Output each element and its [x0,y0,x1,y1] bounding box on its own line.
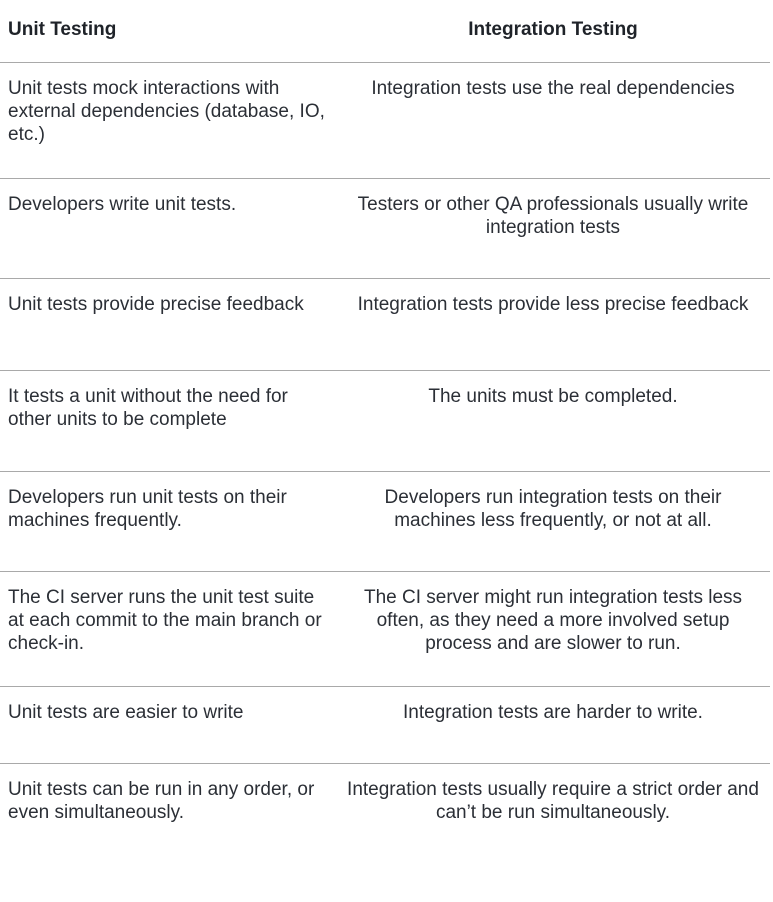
unit-testing-cell: Unit tests provide precise feedback [0,278,336,370]
unit-testing-cell: The CI server runs the unit test suite at each commit to the main branch or check-in. [0,571,336,686]
unit-testing-cell: Developers write unit tests. [0,178,336,278]
header-row [0,0,770,62]
unit-testing-cell: Unit tests can be run in any order, or even simultaneously. [8,778,315,823]
table-row [0,471,770,571]
integration-testing-cell: The units must be completed. [336,370,770,471]
integration-testing-cell: Developers run integration tests on their machines less frequently, or not at all. [336,471,770,571]
table-row [0,62,770,178]
table-row [0,763,770,863]
integration-testing-cell: The CI server might run integration tests less often, as they need a more involved setup process and are slower to run. [336,571,770,686]
unit-testing-cell: Unit tests are easier to write [0,686,336,763]
integration-testing-cell: Integration tests are harder to write. [336,686,770,763]
integration-testing-cell: Integration tests use the real dependencies [336,62,770,178]
table-row [0,686,770,763]
unit-testing-cell: Unit tests mock interactions with external dependencies (database, IO, etc.) [0,62,336,178]
unit-testing-cell: It tests a unit without the need for other units to be complete [0,370,336,471]
table-row [0,370,770,471]
integration-testing-cell: Testers or other QA professionals usually write integration tests [336,178,770,278]
integration-testing-cell: Integration tests provide less precise feedback [336,278,770,370]
integration-testing-cell: Integration tests usually require a strict order and can’t be run simultaneously. [347,778,759,823]
unit-testing-cell: Developers run unit tests on their machines frequently. [0,471,336,571]
table-row [0,278,770,370]
table-row [0,571,770,686]
table-row [0,178,770,278]
column-header-integration-testing: Integration Testing [336,0,770,62]
column-header-unit-testing: Unit Testing [0,0,336,62]
